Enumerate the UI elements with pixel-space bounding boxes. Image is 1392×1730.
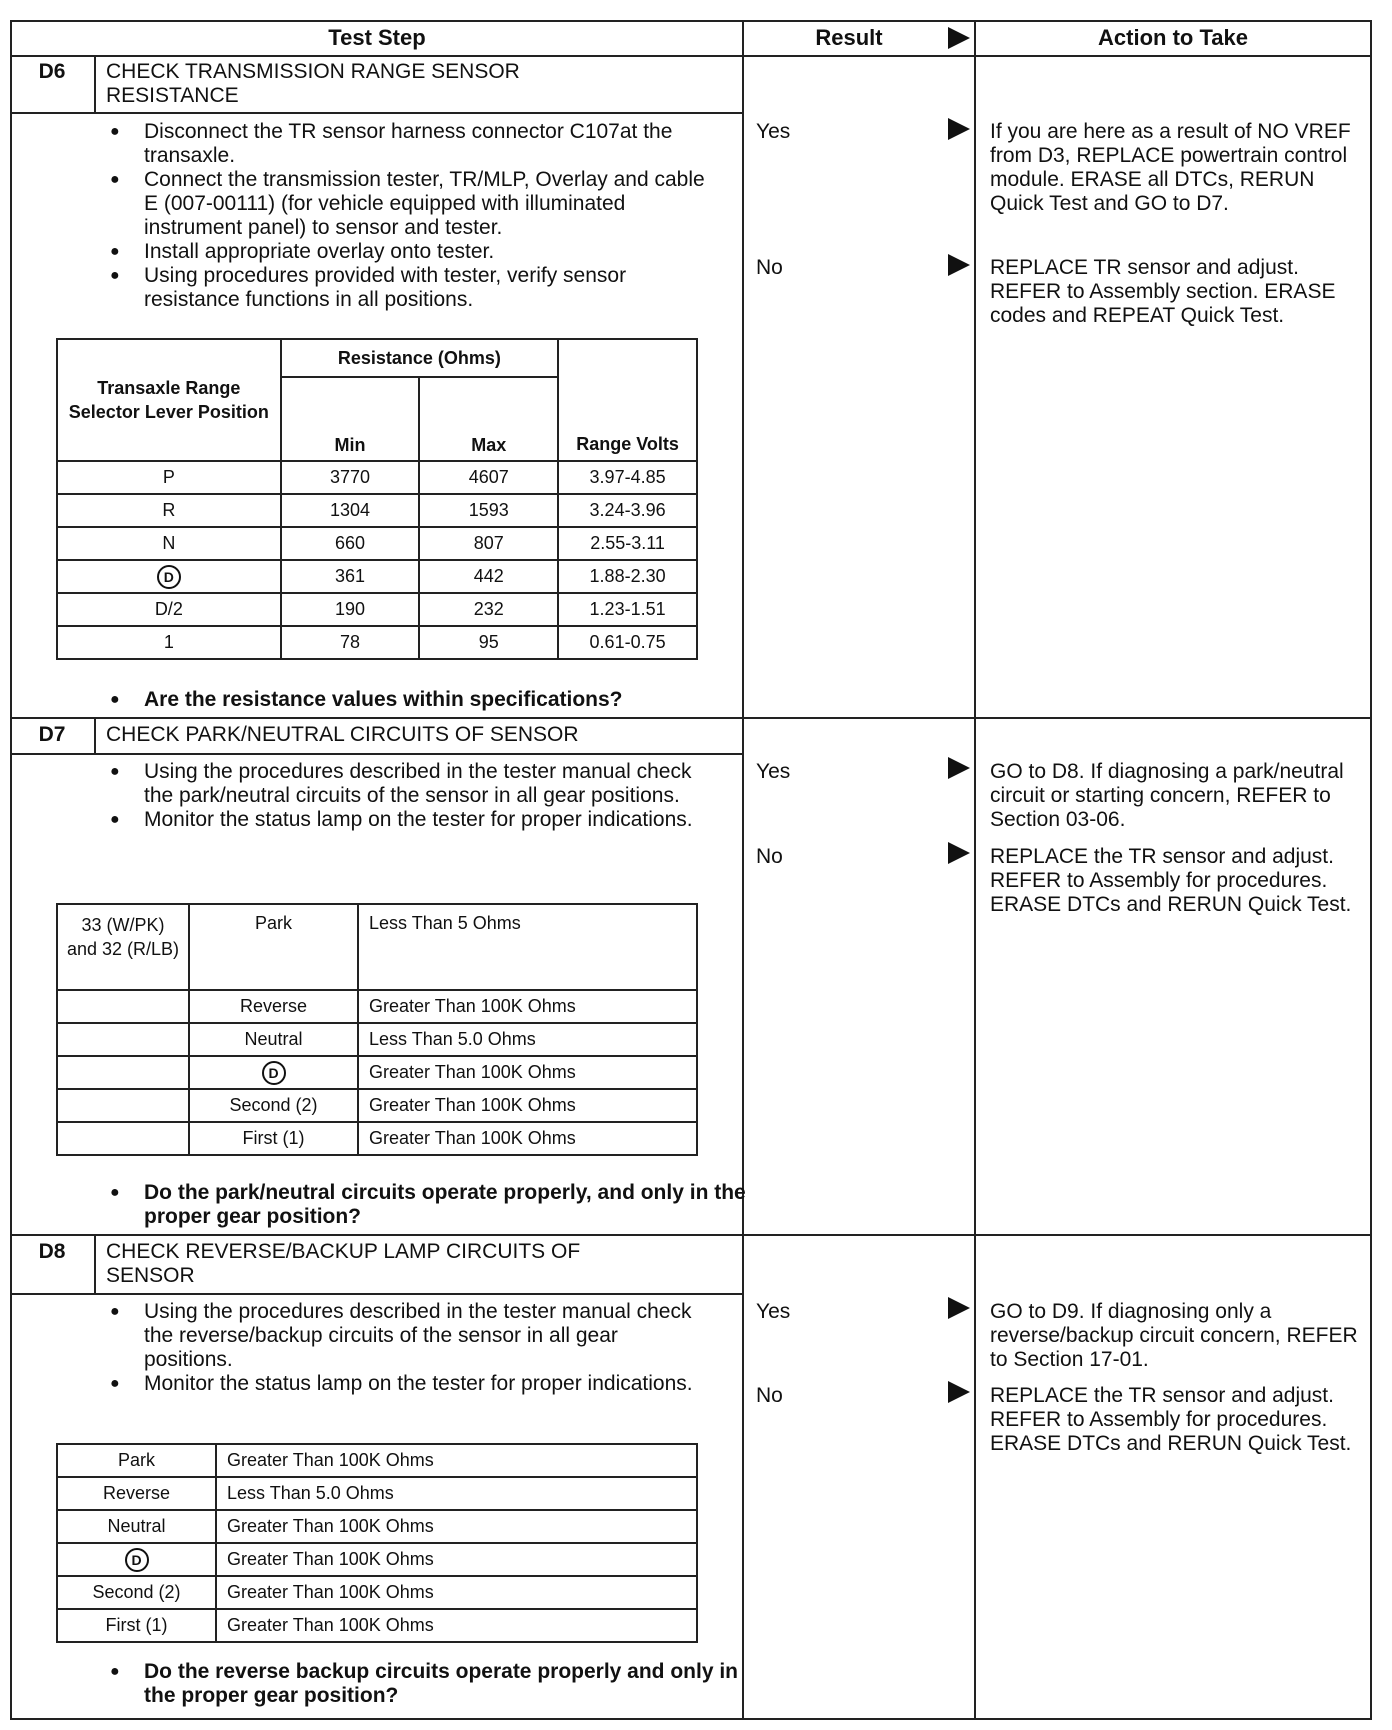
empty-cell <box>57 1023 189 1056</box>
position-cell: First (1) <box>189 1122 358 1155</box>
table-row <box>57 1477 697 1510</box>
arrow-right-icon <box>948 118 970 140</box>
position-cell: 1 <box>57 626 281 659</box>
volts-cell: 1.88-2.30 <box>558 560 697 593</box>
drive-circle-icon: D <box>262 1061 286 1085</box>
step-id-divider <box>94 1234 96 1294</box>
table-row <box>57 1023 697 1056</box>
position-cell: Park <box>57 1444 216 1477</box>
bullet-item: ● Install appropriate overlay onto tester. <box>104 240 724 264</box>
step-bullets <box>104 120 724 312</box>
value-cell: Less Than 5.0 Ohms <box>358 1023 697 1056</box>
table-row <box>57 527 697 560</box>
table-row <box>57 990 697 1023</box>
bullet-item: ● Using procedures provided with tester, verify sensor resistance functions in all positions. <box>104 264 724 312</box>
position-cell: First (1) <box>57 1609 216 1642</box>
volts-cell: 2.55-3.11 <box>558 527 697 560</box>
step-bullets <box>104 760 704 832</box>
max-cell: 1593 <box>419 494 558 527</box>
column-divider-result <box>742 20 744 1720</box>
arrow-right-icon <box>948 1297 970 1319</box>
position-cell: Neutral <box>189 1023 358 1056</box>
step-question: ● Are the resistance values within specifications? <box>104 688 764 712</box>
header-divider <box>10 55 1372 57</box>
header-action: Action to Take <box>1098 25 1248 50</box>
value-cell: Less Than 5 Ohms <box>358 904 697 990</box>
min-cell: 660 <box>281 527 420 560</box>
result-yes: Yes <box>756 1300 791 1323</box>
header-result: Result <box>815 25 883 50</box>
value-cell: Greater Than 100K Ohms <box>216 1444 697 1477</box>
position-cell: Reverse <box>189 990 358 1023</box>
drive-circle-icon: D <box>125 1548 149 1572</box>
table-row <box>57 1444 697 1477</box>
volts-cell: 0.61-0.75 <box>558 626 697 659</box>
table-row <box>57 1609 697 1642</box>
table-row <box>57 1122 697 1155</box>
step-id: D8 <box>38 1240 66 1263</box>
action-no: REPLACE the TR sensor and adjust. REFER to Assembly for procedures. ERASE DTCs and RERUN Quick Test. <box>990 845 1352 916</box>
bullet-item: ● Using the procedures described in the tester manual check the reverse/backup circuits of the sensor in all gear positions. <box>104 1300 704 1372</box>
resistance-table <box>56 338 698 660</box>
step-bullets <box>104 1300 704 1396</box>
value-cell: Greater Than 100K Ohms <box>216 1510 697 1543</box>
volts-cell: 3.97-4.85 <box>558 461 697 494</box>
drive-circle-icon: D <box>157 565 181 589</box>
min-cell: 1304 <box>281 494 420 527</box>
step-title: CHECK TRANSMISSION RANGE SENSOR RESISTANCE <box>106 60 520 107</box>
value-cell: Less Than 5.0 Ohms <box>216 1477 697 1510</box>
col-min-header: Min <box>281 377 420 461</box>
max-cell: 232 <box>419 593 558 626</box>
value-cell: Greater Than 100K Ohms <box>216 1543 697 1576</box>
min-cell: 190 <box>281 593 420 626</box>
bullet-item: ● Disconnect the TR sensor harness connector C107at the transaxle. <box>104 120 724 168</box>
position-cell: N <box>57 527 281 560</box>
step-title: CHECK REVERSE/BACKUP LAMP CIRCUITS OF SENSOR <box>106 1240 581 1287</box>
table-row <box>57 1056 697 1089</box>
bullet-item: ● Connect the transmission tester, TR/MLP, Overlay and cable E (007-00111) (for vehicle equipped with illuminated instrument panel) to sensor and tester. <box>104 168 724 240</box>
max-cell: 4607 <box>419 461 558 494</box>
table-row <box>57 560 697 593</box>
action-yes: If you are here as a result of NO VREF from D3, REPLACE powertrain control module. ERASE all DTCs, RERUN Quick Test and GO to D7. <box>990 120 1351 215</box>
col-position-header: Transaxle Range Selector Lever Position <box>57 339 281 461</box>
value-cell: Greater Than 100K Ohms <box>216 1576 697 1609</box>
position-cell: Second (2) <box>57 1576 216 1609</box>
result-yes: Yes <box>756 120 791 143</box>
column-divider-action <box>974 20 976 1720</box>
step-id-divider <box>94 55 96 113</box>
value-cell: Greater Than 100K Ohms <box>358 1056 697 1089</box>
step-divider <box>10 1234 1372 1236</box>
position-cell: Reverse <box>57 1477 216 1510</box>
position-cell: R <box>57 494 281 527</box>
arrow-right-icon <box>948 254 970 276</box>
result-no: No <box>756 845 783 868</box>
table-row <box>57 1576 697 1609</box>
position-cell: Second (2) <box>189 1089 358 1122</box>
value-cell: Greater Than 100K Ohms <box>358 1122 697 1155</box>
empty-cell <box>57 1056 189 1089</box>
min-cell: 3770 <box>281 461 420 494</box>
result-no: No <box>756 1384 783 1407</box>
step-title-divider <box>10 112 742 114</box>
empty-cell <box>57 1089 189 1122</box>
step-title-divider <box>10 753 742 755</box>
result-no: No <box>756 256 783 279</box>
col-volts-header: Range Volts <box>558 339 697 461</box>
table-row <box>57 1510 697 1543</box>
position-cell: Neutral <box>57 1510 216 1543</box>
position-cell <box>57 560 281 593</box>
col-resistance-header: Resistance (Ohms) <box>281 339 559 377</box>
action-yes: GO to D9. If diagnosing only a reverse/backup circuit concern, REFER to Section 17-01. <box>990 1300 1358 1371</box>
step-id-divider <box>94 717 96 755</box>
empty-cell <box>57 1122 189 1155</box>
volts-cell: 3.24-3.96 <box>558 494 697 527</box>
step-id: D6 <box>38 60 66 83</box>
action-no: REPLACE TR sensor and adjust. REFER to Assembly section. ERASE codes and REPEAT Quick Test. <box>990 256 1336 327</box>
table-row <box>57 904 697 990</box>
max-cell: 807 <box>419 527 558 560</box>
bullet-item: ● Monitor the status lamp on the tester for proper indications. <box>104 808 704 832</box>
position-cell: D/2 <box>57 593 281 626</box>
header-test-step: Test Step <box>328 25 426 50</box>
table-row <box>57 494 697 527</box>
value-cell: Greater Than 100K Ohms <box>358 1089 697 1122</box>
volts-cell: 1.23-1.51 <box>558 593 697 626</box>
result-yes: Yes <box>756 760 791 783</box>
max-cell: 442 <box>419 560 558 593</box>
step-title-divider <box>10 1293 742 1295</box>
step-divider <box>10 717 1372 719</box>
table-row <box>57 1089 697 1122</box>
position-cell: Park <box>189 904 358 990</box>
position-cell: P <box>57 461 281 494</box>
table-row <box>57 1543 697 1576</box>
value-cell: Greater Than 100K Ohms <box>216 1609 697 1642</box>
action-yes: GO to D8. If diagnosing a park/neutral circuit or starting concern, REFER to Section 03-06. <box>990 760 1344 831</box>
arrow-right-icon <box>948 842 970 864</box>
park-neutral-table <box>56 903 698 1156</box>
bullet-item: ● Monitor the status lamp on the tester for proper indications. <box>104 1372 704 1396</box>
arrow-right-icon <box>948 1381 970 1403</box>
value-cell: Greater Than 100K Ohms <box>358 990 697 1023</box>
circuit-cell: 33 (W/PK) and 32 (R/LB) <box>57 904 189 990</box>
arrow-right-icon <box>948 757 970 779</box>
header-arrow-icon <box>948 27 970 49</box>
bullet-item: ● Using the procedures described in the tester manual check the park/neutral circuits of the sensor in all gear positions. <box>104 760 704 808</box>
min-cell: 361 <box>281 560 420 593</box>
max-cell: 95 <box>419 626 558 659</box>
reverse-backup-table <box>56 1443 698 1643</box>
action-no: REPLACE the TR sensor and adjust. REFER to Assembly for procedures. ERASE DTCs and RERUN Quick Test. <box>990 1384 1352 1455</box>
step-id: D7 <box>38 723 66 746</box>
table-row <box>57 626 697 659</box>
step-title: CHECK PARK/NEUTRAL CIRCUITS OF SENSOR <box>106 723 579 746</box>
table-row <box>57 593 697 626</box>
step-question: ● Do the reverse backup circuits operate properly and only in the proper gear position? <box>104 1660 764 1708</box>
table-row <box>57 461 697 494</box>
col-max-header: Max <box>419 377 558 461</box>
min-cell: 78 <box>281 626 420 659</box>
empty-cell <box>57 990 189 1023</box>
step-question: ● Do the park/neutral circuits operate properly, and only in the proper gear position? <box>104 1181 764 1229</box>
position-cell <box>57 1543 216 1576</box>
position-cell <box>189 1056 358 1089</box>
